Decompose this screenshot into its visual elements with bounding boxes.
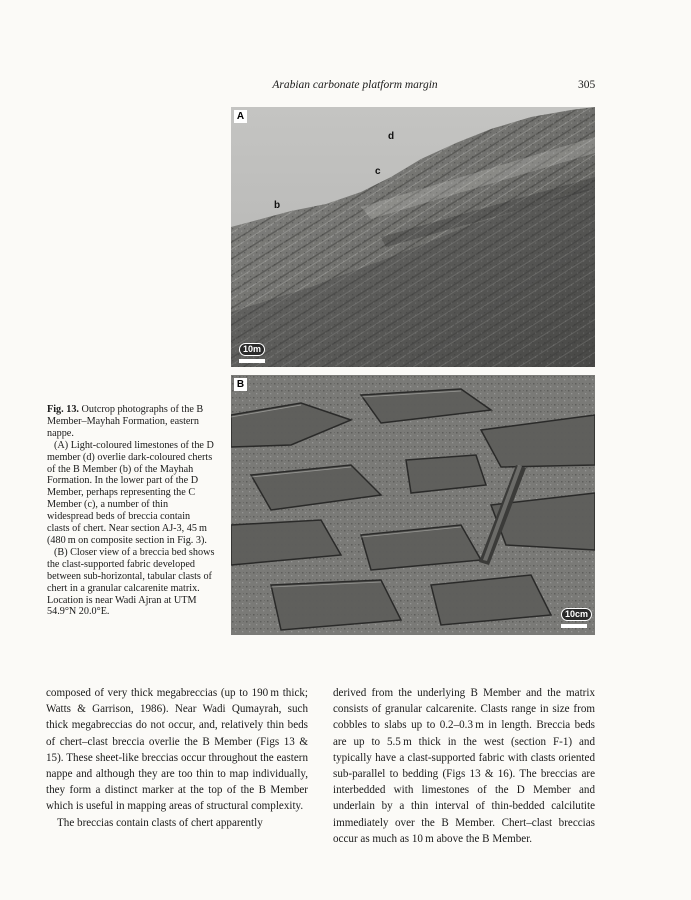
figure-13a-photo [231,107,595,367]
caption-part-b: (B) Closer view of a breccia bed shows the clast-supported fabric developed between sub-horizontal, tabular clasts of chert in a granular calcarenite matrix. Location is near Wadi Ajran at UTM 54.9°N 20.0°E. [47,546,215,618]
caption-part-a: (A) Light-coloured limestones of the D member (d) overlie dark-coloured cherts of the B Member (b) of the Mayhah Formation. In the lower part of the D Member, perhaps representing the C Member (c), a number of thin widespread beds of breccia contain clasts of chert. Near section AJ-3, 45 m (480 m on composite section in Fig. 3). [47,439,214,546]
caption-title: Outcrop photographs of the B Member–Mayhah Formation, eastern nappe. [47,404,204,439]
running-title: Arabian carbonate platform margin [272,79,438,91]
label-d-member: d [388,131,395,142]
scale-label-b: 10cm [561,608,592,621]
breccia-photo-b [231,375,595,635]
scale-bar-a [239,359,265,363]
panel-letter-a: A [234,110,247,123]
page-number: 305 [578,79,596,91]
label-c-member: c [375,166,381,177]
body-paragraph: composed of very thick megabreccias (up to 190 m thick; Watts & Garrison, 1986). Near Wadi Qumayrah, such thick megabreccias do not occur, and, relatively thin beds of chert–clast breccia overlie the B Member (Figs 13 & 15). These sheet-like breccias occur throughout the eastern nappe and although they are too thin to map individually, they form a distinct marker at the top of the B Member which is useful in mapping areas of structural complexity. [46,687,308,813]
label-b-member: b [274,200,281,211]
panel-letter-b: B [234,378,247,391]
figure-13b-photo [231,375,595,635]
scale-bar-b [561,624,587,628]
figure-label: Fig. 13. [47,404,79,415]
body-paragraph: derived from the underlying B Member and the matrix consists of granular calcarenite. Clasts range in size from cobbles to slabs up to 0.2–0.3 m in length. Breccia beds are up to 5.5 m thick in the west (section F-1) and typically have a clast-supported fabric with clasts oriented sub-parallel to bedding (Figs 13 & 16). The breccias are interbedded with limestones of the D Member and underlain by a thin interval of thin-bedded calcilutite immediately over the B Member. Chert–clast breccias occur as much as 10 m above the B Member. [333,687,595,845]
body-column-left [46,685,308,831]
scale-10cm [561,604,592,628]
scale-label-a: 10m [239,343,265,356]
body-paragraph: The breccias contain clasts of chert apparently [57,816,263,829]
scale-10m [239,339,265,363]
body-column-right [333,685,595,847]
outcrop-photo-a [231,107,595,367]
figure-caption [47,404,215,618]
